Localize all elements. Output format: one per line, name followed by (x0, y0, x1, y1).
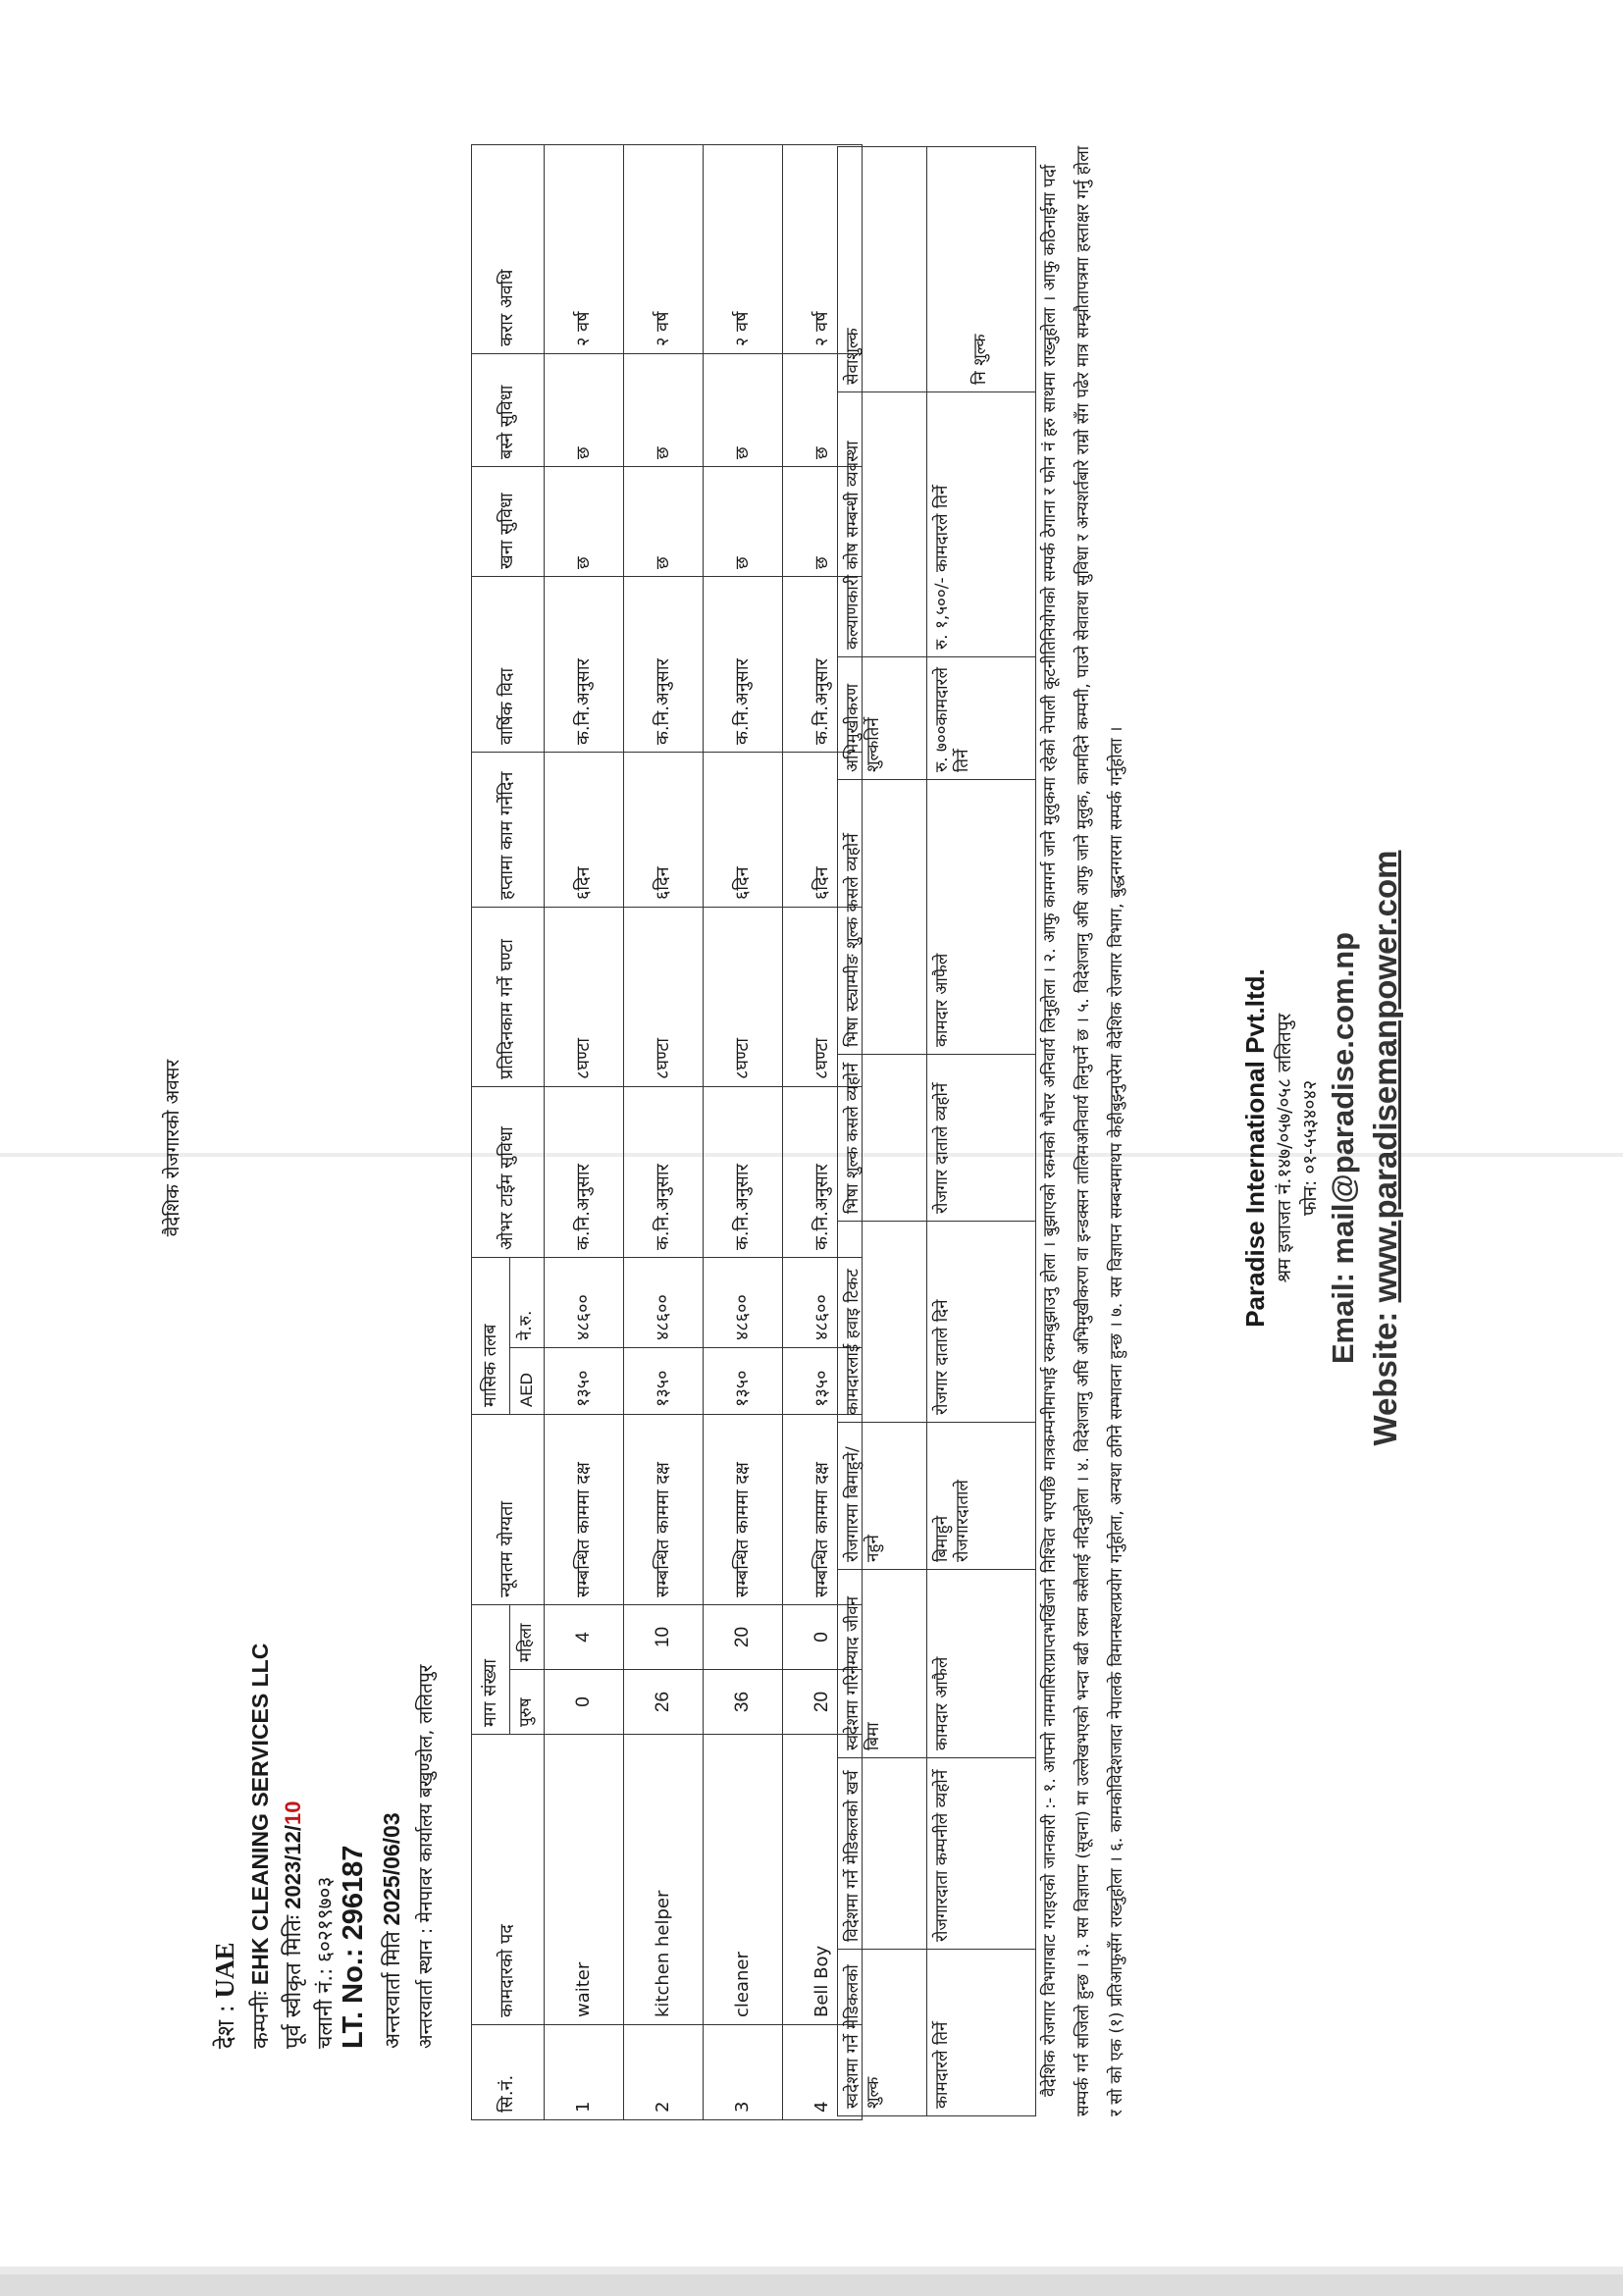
cost-value-service-fee: नि शुल्क (927, 147, 1036, 392)
cost-value-visa-fee: रोजगार दाताले व्यहोर्ने (927, 1055, 1036, 1222)
header-aed: AED (510, 1348, 545, 1415)
interview-date-line (379, 1812, 406, 2049)
row-salary-aed: १३५० (783, 1348, 863, 1415)
cost-value-visa-stamping: कामदार आफैले (927, 780, 1036, 1055)
interview-date: 2025/06/03 (379, 1812, 404, 1926)
header-male: पुरुष (510, 1670, 545, 1735)
header-food: खना सुविधा (472, 466, 545, 576)
header-npr: ने.रु. (510, 1257, 545, 1347)
agency-license: श्रम इजाजत नं.१४७/०५७/०५८ ललितपुर (1274, 1013, 1296, 1283)
header-position: कामदारको पद (472, 1735, 545, 2025)
cost-responsibility-table (837, 146, 1036, 2116)
header-weekly-days: हप्तामा काम गर्नेदिन (472, 752, 545, 907)
header-female: महिला (510, 1605, 545, 1670)
row-daily-hours: ८घण्टा (704, 907, 783, 1086)
cost-value-welfare-fund: रु. १,५००/- कामदारले तिर्ने (927, 392, 1036, 657)
dispatch-number: ६०२१९७०३ (313, 1876, 337, 1962)
row-overtime: क.नि.अनुसार (624, 1086, 704, 1257)
row-food: छ (704, 466, 783, 576)
row-female-count: 4 (545, 1605, 624, 1670)
dispatch-label: चलानी नं.: (313, 1967, 337, 2049)
country-value: UAE (210, 1942, 239, 1999)
row-daily-hours: ८घण्टा (624, 907, 704, 1086)
country-label: देश : (212, 2005, 239, 2049)
cost-header-visa-fee: भिषा शुल्क कसले व्यहोर्ने (838, 1055, 927, 1222)
row-annual-leave: क.नि.अनुसार (545, 576, 624, 752)
row-contract: २ वर्ष (624, 144, 704, 353)
row-salary-npr: ४८६०० (783, 1257, 863, 1347)
cost-value-life-insurance: कामदार आफैले (927, 1570, 1036, 1758)
agency-email: Email: mail@paradise.com.np (1326, 931, 1361, 1365)
cost-value-orientation: रु. ७००कामदारले तिर्ने (927, 657, 1036, 780)
agency-website-line (1364, 0, 1408, 2296)
preapproval-line (278, 1801, 307, 2049)
cost-header-employment-insurance: रोजगारमा बिमाहुने/नहुने (838, 1423, 927, 1570)
company-label: कम्पनीः (249, 1991, 274, 2049)
header-qualification: न्यूनतम योग्यता (472, 1415, 545, 1605)
dispatch-line (311, 1877, 339, 2049)
row-weekly-days: ६दिन (704, 752, 783, 907)
preapproval-label: पूर्व स्वीकृत मितिः (282, 1914, 306, 2049)
header-demand: माग संख्या (472, 1605, 510, 1735)
country-line (209, 1943, 241, 2049)
header-sn: सि.नं. (472, 2025, 545, 2120)
row-salary-aed: १३५० (624, 1348, 704, 1415)
row-salary-npr: ४८६०० (704, 1257, 783, 1347)
row-annual-leave: क.नि.अनुसार (783, 576, 863, 752)
row-food: छ (624, 466, 704, 576)
row-overtime: क.नि.अनुसार (545, 1086, 624, 1257)
agency-name: Paradise International Pvt.ltd. (1240, 968, 1270, 1328)
cost-header-local-medical: स्वदेशमा गर्ने मेडिकलको शुल्क (838, 1950, 927, 2116)
row-qualification: सम्बन्धित काममा दक्ष (783, 1415, 863, 1605)
website-label: Website: (1367, 1311, 1404, 1446)
header-overtime: ओभर टाईम सुविधा (472, 1086, 545, 1257)
row-accommodation: छ (545, 353, 624, 466)
agency-footer (1238, 0, 1408, 2296)
row-daily-hours: ८घण्टा (545, 907, 624, 1086)
row-food: छ (545, 466, 624, 576)
header-annual-leave: वार्षिक विदा (472, 576, 545, 752)
row-male-count: 26 (624, 1670, 704, 1735)
row-female-count: 0 (783, 1605, 863, 1670)
row-sn: 2 (624, 2025, 704, 2120)
cost-header-life-insurance: स्वदेशमा गरिनेम्याद जीवन बिमा (838, 1570, 927, 1758)
department-notice (1033, 144, 1133, 2116)
cost-value-air-ticket: रोजगार दाताले दिने (927, 1222, 1036, 1423)
cost-value-local-medical: कामदारले तिर्ने (927, 1950, 1036, 2116)
website-link[interactable]: www.paradisemanpower.com (1367, 850, 1404, 1303)
row-annual-leave: क.नि.अनुसार (624, 576, 704, 752)
row-salary-aed: १३५० (545, 1348, 624, 1415)
lt-label: LT. No.: (338, 1948, 369, 2049)
row-overtime: क.नि.अनुसार (704, 1086, 783, 1257)
row-male-count: 0 (545, 1670, 624, 1735)
table-row (624, 144, 704, 2119)
interview-date-label: अन्तरवार्ता मिति (381, 1931, 404, 2049)
lt-number-line (338, 1846, 370, 2049)
row-sn: 3 (704, 2025, 783, 2120)
row-food: छ (783, 466, 863, 576)
row-accommodation: छ (624, 353, 704, 466)
preapproval-date-day: 10 (281, 1800, 305, 1826)
cost-header-orientation: अभिमुखीकरण शुल्कतिर्ने (838, 657, 927, 780)
preapproval-date-prefix: 2023/12/ (281, 1825, 305, 1909)
notice-paragraph: वैदेशिक रोजगार विभागबाट गराइएको जानकारी :- १. आफ्नो नाममासिराप्राप्तभर्खिजाने निश्चित भएपछि मात्रकम्पनीमाभाई रकमबुझाउनु होला । बुझाएको रकमको भौचर अनिवार्य लिनुहोला । २. आफु कामगर्न जाने मुलुकमा रहेको नेपाली कूटनीतिनियोगको सम्पर्क ठेगाना र फोन नं हरु साथमा राख्नुहोला । आफु कठिनाईमा पर्दा सम्पर्क गर्न सजिलो हुन्छ । ३. यस विज्ञापन (सूचना) मा उल्लेखभएको भन्दा बढी रकम कसैलाई नदिनुहोला । ४. विदेशजानु अघि अभिमुखीकरण वा इन्डक्सन तालिमअनिवार्य लिनुपर्ने छ । ५. विदेशजानु अघि आफु जाने मुलुक, कामदिने कम्पनी, पाउने सेवातथा सुविधा र अन्यशर्तबारे राम्रो सँग पढेर मात्र सम्झौतापत्रमा हस्ताक्षर गर्नु होला र सो को एक (१) प्रतिआफुसँग राख्नुहोला । ६. कामकोविदेशजादा नेपालके विमानस्थलप्रयोग गर्नुहोला, अन्यथा ठगिने सम्भावना हुन्छ । ७. यस विज्ञापन सम्बन्धमाथप केहीबुझ्नुपरेमा वैदेशिक रोजगार विभाग, बुद्धनगरमा सम्पर्क गर्नुहोला । (1040, 145, 1126, 2116)
lt-number: 296187 (338, 1845, 369, 1941)
row-position: Bell Boy (783, 1735, 863, 2025)
row-qualification: सम्बन्धित काममा दक्ष (545, 1415, 624, 1605)
row-salary-npr: ४८६०० (624, 1257, 704, 1347)
company-name: EHK CLEANING SERVICES LLC (247, 1643, 273, 1986)
row-female-count: 10 (624, 1605, 704, 1670)
header-daily-hours: प्रतिदिनकाम गर्ने घण्टा (472, 907, 545, 1086)
row-weekly-days: ६दिन (783, 752, 863, 907)
cost-header-service-fee: सेवाशुल्क (838, 147, 927, 392)
table-row (704, 144, 783, 2119)
row-contract: २ वर्ष (545, 144, 624, 353)
row-male-count: 36 (704, 1670, 783, 1735)
row-accommodation: छ (783, 353, 863, 466)
agency-phone: फोन: ०१-५५३४०४२ (1298, 1079, 1321, 1217)
header-salary: मासिक तलब (472, 1257, 510, 1414)
demand-table-body (545, 144, 863, 2119)
row-contract: २ वर्ष (704, 144, 783, 353)
row-position: kitchen helper (624, 1735, 704, 2025)
table-row (545, 144, 624, 2119)
interview-place-label: अन्तरवार्ता स्थान : (415, 1927, 437, 2049)
company-line (245, 1644, 275, 2049)
row-accommodation: छ (704, 353, 783, 466)
row-daily-hours: ८घण्टा (783, 907, 863, 1086)
row-position: cleaner (704, 1735, 783, 2025)
row-sn: 1 (545, 2025, 624, 2120)
header-contract: करार अवधि (472, 144, 545, 353)
row-contract: २ वर्ष (783, 144, 863, 353)
cost-header-air-ticket: कामदारलाई हवाइ टिकट (838, 1222, 927, 1423)
cost-header-foreign-medical: विदेशमा गर्ने मेडिकलको खर्च (838, 1758, 927, 1950)
row-overtime: क.नि.अनुसार (783, 1086, 863, 1257)
row-sn: 4 (783, 2025, 863, 2120)
cost-header-welfare-fund: कल्याणकारी कोष सम्बन्धी व्यवस्था (838, 392, 927, 657)
row-weekly-days: ६दिन (545, 752, 624, 907)
job-demand-table (471, 144, 863, 2120)
cost-header-visa-stamping: भिषा स्ट्याम्पीङ शुल्क कसले व्यहोर्ने (838, 780, 927, 1055)
row-salary-npr: ४८६०० (545, 1257, 624, 1347)
preapproval-date (281, 1801, 305, 1909)
row-salary-aed: १३५० (704, 1348, 783, 1415)
interview-place-line (412, 1664, 438, 2049)
advertisement-title: वैदेशिक रोजगारको अवसर (162, 1059, 183, 1237)
interview-place: मेनपावर कार्यालय बखुण्डोल, ललितपुर (415, 1664, 437, 1923)
row-qualification: सम्बन्धित काममा दक्ष (624, 1415, 704, 1605)
cost-value-employment-insurance: बिमाहुने रोजगारदाताले (927, 1423, 1036, 1570)
row-weekly-days: ६दिन (624, 752, 704, 907)
row-male-count: 20 (783, 1670, 863, 1735)
row-position: waiter (545, 1735, 624, 2025)
cost-value-foreign-medical: रोजगारदाता कम्पनीले व्यहोर्ने (927, 1758, 1036, 1950)
header-accommodation: बस्ने सुविधा (472, 353, 545, 466)
row-qualification: सम्बन्धित काममा दक्ष (704, 1415, 783, 1605)
row-annual-leave: क.नि.अनुसार (704, 576, 783, 752)
row-female-count: 20 (704, 1605, 783, 1670)
